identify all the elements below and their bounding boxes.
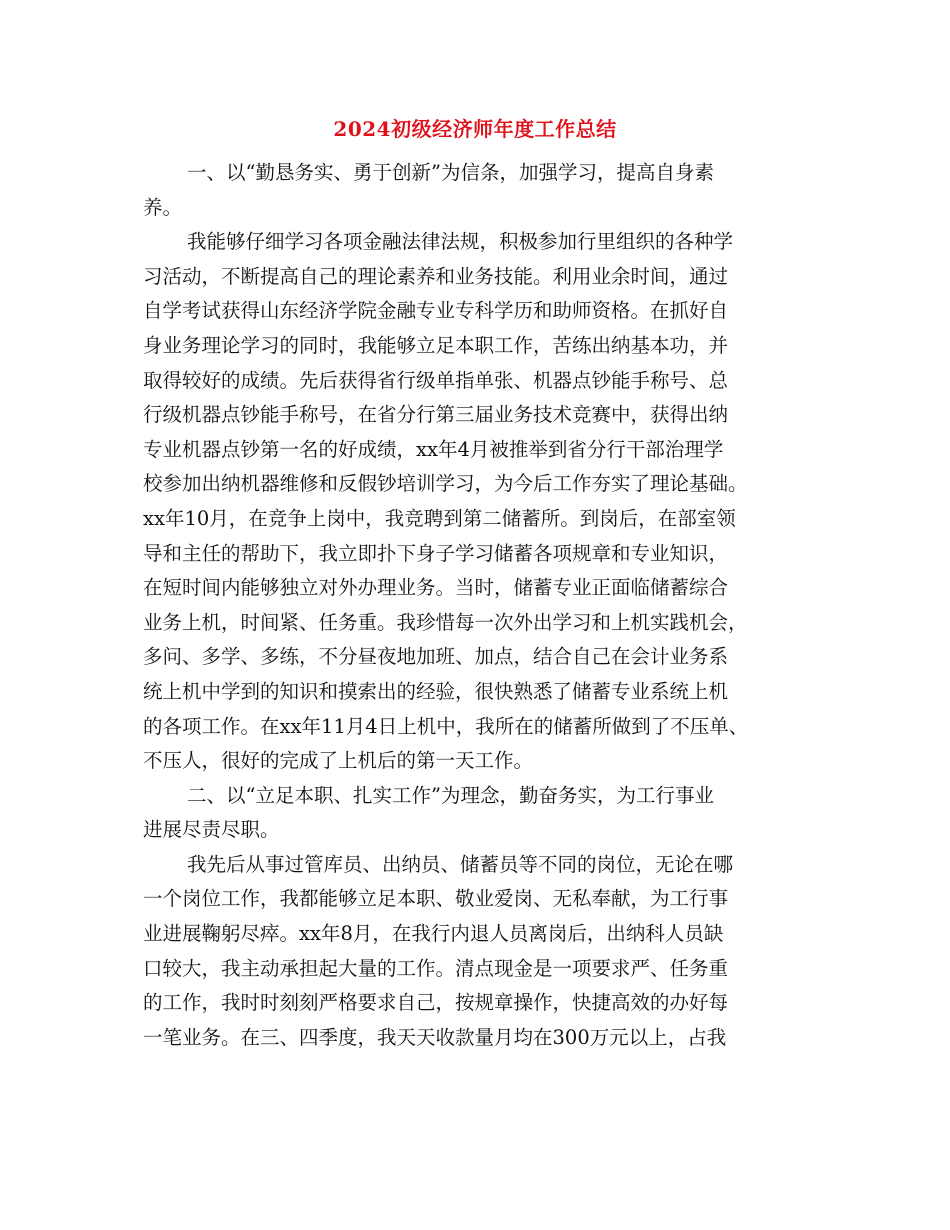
- text-line: 进展尽责尽职。: [143, 818, 280, 842]
- text-line: 一笔业务。在三、四季度，我天天收款量月均在300万元以上，占我: [143, 1025, 727, 1049]
- document-body: [143, 156, 803, 1055]
- text-line: 二、以“立足本职、扎实工作”为理念，勤奋务实，为工行事业: [187, 783, 714, 807]
- text-line: 一、以“勤恳务实、勇于创新”为信条，加强学习，提高自身素: [187, 161, 714, 184]
- text-line: 的工作，我时时刻刻严格要求自己，按规章操作，快捷高效的办好每: [143, 991, 729, 1015]
- text-line: 我先后从事过管库员、出纳员、储蓄员等不同的岗位，无论在哪: [187, 852, 734, 876]
- text-line: 业进展鞠躬尽瘁。xx年8月，在我行内退人员离岗后，出纳科人员缺: [143, 922, 724, 946]
- text-line: 统上机中学到的知识和摸索出的经验，很快熟悉了储蓄专业系统上机: [143, 679, 729, 703]
- text-line: 专业机器点钞第一名的好成绩，xx年4月被推举到省分行干部治理学: [143, 437, 724, 461]
- text-line: 多问、多学、多练，不分昼夜地加班、加点，结合自己在会计业务系: [143, 645, 729, 669]
- text-line: 身业务理论学习的同时，我能够立足本职工作，苦练出纳基本功，并: [143, 333, 729, 357]
- text-line: 的各项工作。在xx年11月4日上机中，我所在的储蓄所做到了不压单、: [143, 714, 749, 738]
- text-line: 不压人，很好的完成了上机后的第一天工作。: [143, 749, 534, 773]
- text-line: 取得较好的成绩。先后获得省行级单指单张、机器点钞能手称号、总: [143, 368, 729, 392]
- text-line: 校参加出纳机器维修和反假钞培训学习，为今后工作夯实了理论基础。: [143, 472, 748, 496]
- text-line: 养。: [143, 195, 183, 219]
- text-line: 我能够仔细学习各项金融法律法规，积极参加行里组织的各种学: [187, 230, 734, 254]
- text-line: xx年10月，在竞争上岗中，我竞聘到第二储蓄所。到岗后，在部室领: [143, 506, 736, 530]
- document-title: 2024初级经济师年度工作总结: [333, 117, 617, 141]
- text-line: 习活动，不断提高自己的理论素养和业务技能。利用业余时间，通过: [143, 264, 729, 288]
- text-line: 在短时间内能够独立对外办理业务。当时，储蓄专业正面临储蓄综合: [143, 576, 729, 600]
- text-line: 行级机器点钞能手称号，在省分行第三届业务技术竞赛中，获得出纳: [143, 403, 729, 427]
- text-line: 导和主任的帮助下，我立即扑下身子学习储蓄各项规章和专业知识，: [143, 541, 729, 565]
- text-line: 一个岗位工作，我都能够立足本职、敬业爱岗、无私奉献，为工行事: [143, 887, 729, 911]
- text-line: 自学考试获得山东经济学院金融专业专科学历和助师资格。在抓好自: [143, 299, 729, 323]
- text-line: 业务上机，时间紧、任务重。我珍惜每一次外出学习和上机实践机会，: [143, 610, 748, 634]
- text-line: 口较大，我主动承担起大量的工作。清点现金是一项要求严、任务重: [143, 956, 729, 980]
